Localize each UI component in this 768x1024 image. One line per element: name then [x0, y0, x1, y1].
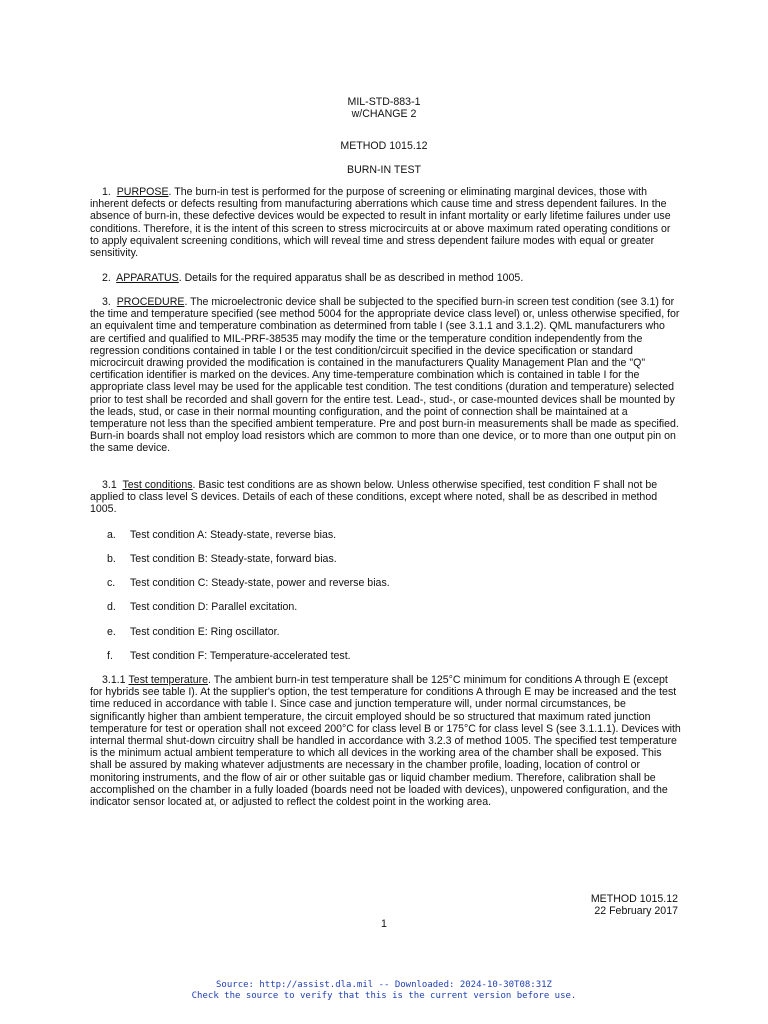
list-item: [107, 553, 337, 565]
section-purpose: [90, 186, 682, 259]
page-number: 1: [381, 918, 387, 930]
footer-method: METHOD 1015.12: [590, 893, 678, 905]
list-item-letter: f.: [107, 650, 113, 662]
section-text: . The burn-in test is performed for the purpose of screening or eliminating marginal devices, those with inherent defects or defects resulting from manufacturing aberrations which cause time and stress dependent failures. In the absence of burn-in, these defective devices would be expected to result in infant mortality or early lifetime failures under use conditions. Therefore, it is the intent of this screen to stress microcircuits at or above maximum rated operating conditions or to apply equivalent screening conditions, which will reveal time and stress dependent failure modes with equal or greater sensitivity.: [90, 186, 671, 260]
list-item: [107, 626, 280, 638]
page-title: BURN-IN TEST: [347, 164, 421, 176]
section-number: 1.: [102, 186, 111, 198]
source-line: Source: http://assist.dla.mil -- Downloaded: 2024-10-30T08:31Z: [216, 980, 552, 990]
section-number: 3.: [102, 296, 111, 308]
list-item-letter: b.: [107, 553, 116, 565]
list-item-text: Test condition A: Steady-state, reverse bias.: [130, 529, 337, 541]
section-number: 3.1.1: [102, 674, 126, 686]
list-item-text: Test condition D: Parallel excitation.: [130, 601, 298, 613]
list-item-letter: a.: [107, 529, 116, 541]
list-item-letter: c.: [107, 577, 116, 589]
section-number: 2.: [102, 272, 111, 284]
section-text: . The ambient burn-in test temperature shall be 125°C minimum for conditions A through E (except for hybrids see table I). At the supplier's option, the test temperature for conditions A through E may be increased and the test time reduced in accordance with table I. Since case and junction temperature will, under normal circumstances, be significantly higher than ambient temperature, the circuit employed should be so structured that maximum rated junction temperature for test or operation shall not exceed 200°C for class level B or 175°C for class level S (see 3.1.1.1). Devices with internal thermal shut-down circuitry shall be handled in accordance with 3.2.3 of method 1005. The specified test temperature is the minimum actual ambient temperature to which all devices in the working area of the chamber shall be exposed. This shall be assured by making whatever adjustments are necessary in the chamber profile, loading, location of control or monitoring instruments, and the flow of air or other suitable gas or liquid chamber medium. Therefore, calibration shall be accomplished on the chamber in a fully loaded (boards need not be loaded with devices), unpowered configuration, and the indicator sensor located at, or adjusted to reflect the coldest point in the working area.: [90, 674, 681, 809]
section-text: . Basic test conditions are as shown below. Unless otherwise specified, test condition F shall not be applied to class level S devices. Details of each of these conditions, except where noted, shall be as described in method 1005.: [90, 479, 658, 516]
document-id: MIL-STD-883-1: [347, 96, 421, 108]
list-item: [107, 529, 336, 541]
list-item: [107, 577, 390, 589]
document-change: w/CHANGE 2: [351, 108, 417, 120]
section-apparatus: [90, 272, 682, 284]
section-heading: Test conditions: [122, 479, 193, 491]
method-number: METHOD 1015.12: [340, 140, 428, 152]
section-heading: PROCEDURE: [116, 296, 185, 308]
section-procedure: [90, 296, 682, 455]
section-text: . The microelectronic device shall be subjected to the specified burn-in screen test condition (see 3.1) for the time and temperature specified (see method 5004 for the appropriate device class level) or, unless otherwise specified, for an equivalent time and temperature combination as determined from table I (see 3.1.1 and 3.1.2). QML manufacturers who are certified and qualified to MIL-PRF-38535 may modify the time or the temperature condition independently from the regression conditions contained in table I or the test condition/circuit specified in the device specification or standard microcircuit drawing provided the modification is contained in the manufacturers Quality Management Plan and the "Q" certification identifier is marked on the devices. Any time-temperature combination which is contained in table I for the appropriate class level may be used for the applicable test condition. The test conditions (duration and temperature) selected prior to test shall be recorded and shall govern for the entire test. Lead-, stud-, or case-mounted devices shall be mounted by the leads, stud, or case in their normal mounting configuration, and the point of connection shall be maintained at a temperature not less than the specified ambient temperature. Pre and post burn-in measurements shall be made as specified. Burn-in boards shall not employ load resistors which are common to more than one device, or to more than one output pin on the same device.: [90, 296, 680, 455]
section-number: 3.1: [102, 479, 117, 491]
list-item-letter: d.: [107, 601, 116, 613]
section-heading: PURPOSE: [116, 186, 169, 198]
check-source-line: Check the source to verify that this is the current version before use.: [191, 991, 577, 1001]
list-item: [107, 601, 297, 613]
section-heading: Test temperature: [128, 674, 209, 686]
list-item-text: Test condition C: Steady-state, power and reverse bias.: [130, 577, 390, 589]
list-item-text: Test condition E: Ring oscillator.: [130, 626, 280, 638]
section-test-temperature: [90, 674, 682, 808]
section-text: . Details for the required apparatus shall be as described in method 1005.: [178, 272, 524, 284]
footer-date: 22 February 2017: [594, 905, 678, 917]
list-item: [107, 650, 351, 662]
section-heading: APPARATUS: [116, 272, 179, 284]
list-item-text: Test condition B: Steady-state, forward bias.: [130, 553, 337, 565]
section-test-conditions: [90, 479, 682, 516]
list-item-letter: e.: [107, 626, 116, 638]
list-item-text: Test condition F: Temperature-accelerated test.: [130, 650, 351, 662]
